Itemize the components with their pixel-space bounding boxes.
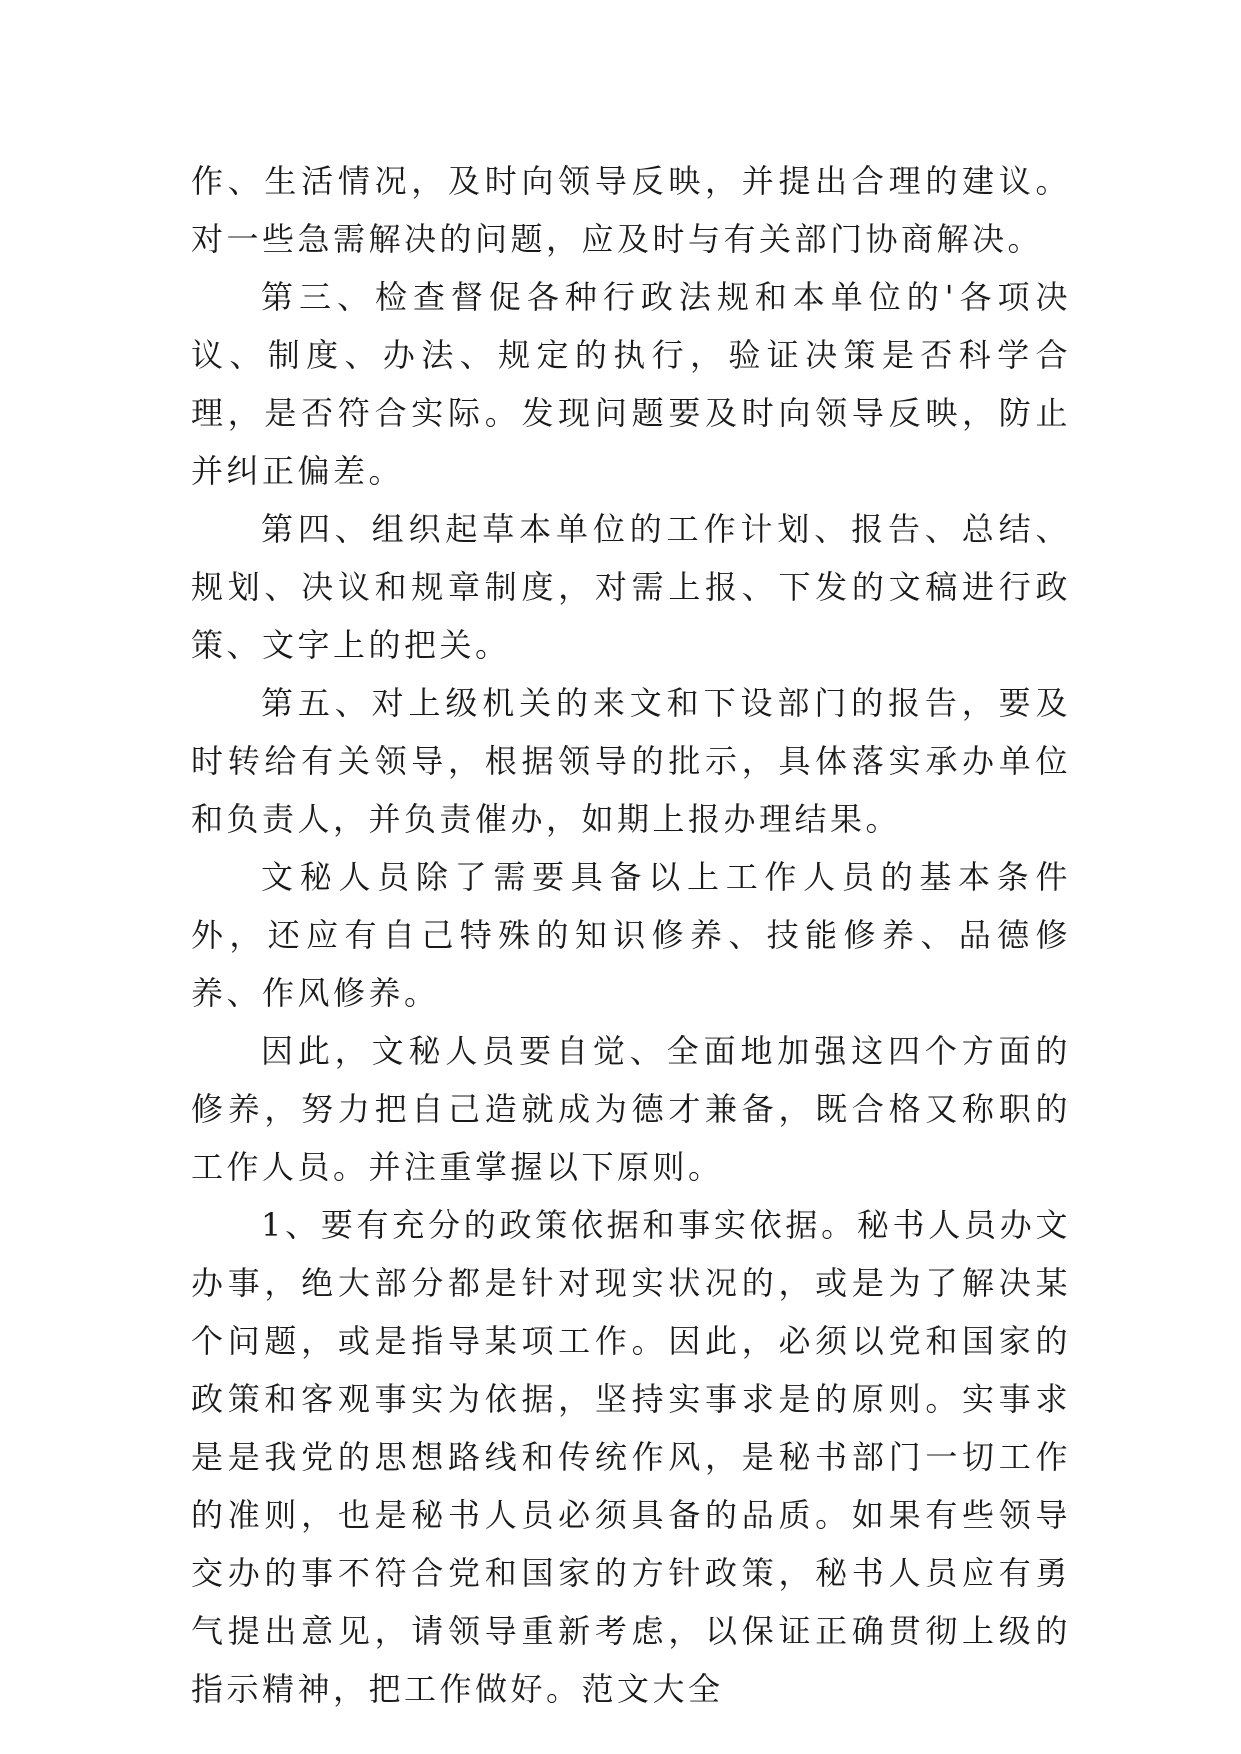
paragraph-2: 第三、检查督促各种行政法规和本单位的'各项决议、制度、办法、规定的执行，验证决策是否科学合理，是否符合实际。发现问题要及时向领导反映，防止并纠正偏差。 xyxy=(191,278,1071,490)
document-page xyxy=(191,152,1071,1718)
paragraph-5: 文秘人员除了需要具备以上工作人员的基本条件外，还应有自己特殊的知识修养、技能修养、品德修养、作风修养。 xyxy=(191,858,1071,1012)
paragraph-1: 作、生活情况，及时向领导反映，并提出合理的建议。对一些急需解决的问题，应及时与有关部门协商解决。 xyxy=(191,162,1071,258)
paragraph-3: 第四、组织起草本单位的工作计划、报告、总结、规划、决议和规章制度，对需上报、下发的文稿进行政策、文字上的把关。 xyxy=(191,510,1071,664)
paragraph-6: 因此，文秘人员要自觉、全面地加强这四个方面的修养，努力把自己造就成为德才兼备，既合格又称职的工作人员。并注重掌握以下原则。 xyxy=(191,1032,1071,1186)
paragraph-7: 1、要有充分的政策依据和事实依据。秘书人员办文办事，绝大部分都是针对现实状况的，或是为了解决某个问题，或是指导某项工作。因此，必须以党和国家的政策和客观事实为依据，坚持实事求是的原则。实事求是是我党的思想路线和传统作风，是秘书部门一切工作的准则，也是秘书人员必须具备的品质。如果有些领导交办的事不符合党和国家的方针政策，秘书人员应有勇气提出意见，请领导重新考虑，以保证正确贯彻上级的指示精神，把工作做好。范文大全 xyxy=(191,1206,1071,1708)
paragraph-4: 第五、对上级机关的来文和下设部门的报告，要及时转给有关领导，根据领导的批示，具体落实承办单位和负责人，并负责催办，如期上报办理结果。 xyxy=(191,684,1071,838)
